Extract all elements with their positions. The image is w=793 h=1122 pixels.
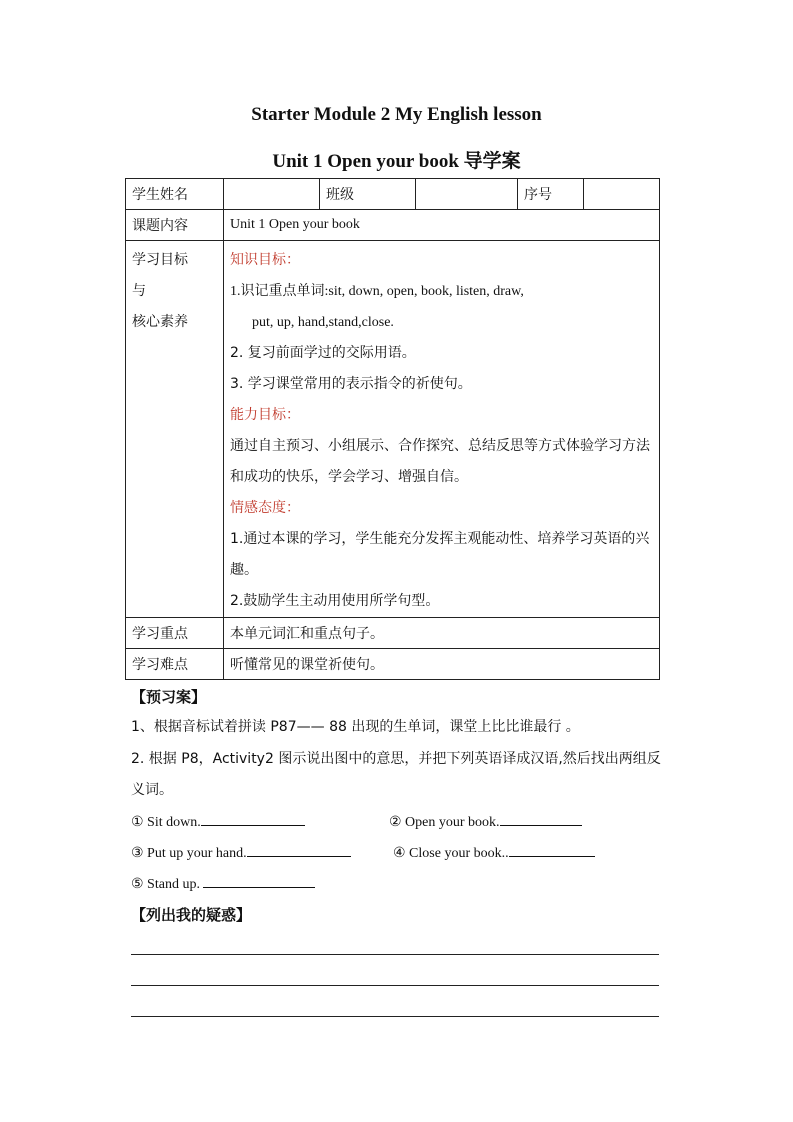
answer-blank[interactable] bbox=[247, 844, 351, 857]
ability-heading: 能力目标： bbox=[230, 407, 300, 423]
class-label: 班级 bbox=[320, 179, 416, 210]
goals-row bbox=[126, 241, 660, 618]
phrase-5 bbox=[131, 875, 315, 893]
document-subtitle: Unit 1 Open your book 导学案 bbox=[272, 151, 521, 172]
doubts-heading: 【列出我的疑惑】 bbox=[131, 906, 252, 924]
emotion-heading: 情感态度： bbox=[230, 500, 300, 516]
answer-blank[interactable] bbox=[203, 875, 315, 888]
student-info-row bbox=[126, 179, 660, 210]
goals-label-line: 核心素养 bbox=[132, 314, 188, 330]
knowledge-item-3: 3. 学习课堂常用的表示指令的祈使句。 bbox=[230, 376, 472, 392]
difficulties-row bbox=[126, 649, 660, 680]
answer-blank[interactable] bbox=[201, 813, 305, 826]
key-points-label: 学习重点 bbox=[126, 618, 224, 649]
phrase-text: ⑤ Stand up. bbox=[131, 877, 200, 892]
phrase-2 bbox=[389, 813, 582, 831]
name-label: 学生姓名 bbox=[126, 179, 224, 210]
topic-row bbox=[126, 210, 660, 241]
phrase-3 bbox=[131, 844, 351, 862]
phrase-text: ④ Close your book.. bbox=[393, 846, 509, 861]
preview-item-2: 2. 根据 P8，Activity2 图示说出图中的意思，并把下列英语译成汉语,然后找出两组反义词。 bbox=[131, 751, 661, 798]
difficulties-value: 听懂常见的课堂祈使句。 bbox=[224, 649, 660, 680]
topic-value: Unit 1 Open your book bbox=[224, 210, 660, 241]
class-field[interactable] bbox=[416, 179, 518, 210]
info-table bbox=[125, 178, 660, 680]
document-title: Starter Module 2 My English lesson bbox=[251, 104, 542, 125]
answer-blank[interactable] bbox=[509, 844, 595, 857]
phrase-text: ③ Put up your hand. bbox=[131, 846, 247, 861]
name-field[interactable] bbox=[224, 179, 320, 210]
difficulties-label: 学习难点 bbox=[126, 649, 224, 680]
knowledge-heading: 知识目标： bbox=[230, 252, 300, 268]
knowledge-item-1-continued: put, up, hand,stand,close. bbox=[252, 315, 394, 330]
emotion-item-1: 1.通过本课的学习，学生能充分发挥主观能动性、培养学习英语的兴趣。 bbox=[230, 531, 650, 578]
goals-label-line: 与 bbox=[132, 283, 146, 299]
doubt-answer-line[interactable] bbox=[131, 954, 659, 955]
key-points-value: 本单元词汇和重点句子。 bbox=[224, 618, 660, 649]
phrase-1 bbox=[131, 813, 305, 831]
phrase-4 bbox=[393, 844, 595, 862]
doubt-answer-line[interactable] bbox=[131, 1016, 659, 1017]
doubt-answer-line[interactable] bbox=[131, 985, 659, 986]
key-points-row bbox=[126, 618, 660, 649]
emotion-item-2: 2.鼓励学生主动用使用所学句型。 bbox=[230, 593, 440, 609]
answer-blank[interactable] bbox=[500, 813, 582, 826]
goals-label-line: 学习目标 bbox=[132, 252, 188, 268]
topic-label: 课题内容 bbox=[126, 210, 224, 241]
seat-field[interactable] bbox=[584, 179, 660, 210]
preview-item-1: 1、根据音标试着拼读 P87—— 88 出现的生单词，课堂上比比谁最行 。 bbox=[131, 719, 580, 735]
goals-content bbox=[224, 241, 660, 618]
knowledge-item-2: 2. 复习前面学过的交际用语。 bbox=[230, 345, 416, 361]
knowledge-item-1: 1.识记重点单词:sit, down, open, book, listen, draw, bbox=[230, 284, 524, 299]
phrase-text: ① Sit down. bbox=[131, 815, 201, 830]
phrase-text: ② Open your book. bbox=[389, 815, 500, 830]
ability-text: 通过自主预习、小组展示、合作探究、总结反思等方式体验学习方法和成功的快乐，学会学习、增强自信。 bbox=[230, 438, 650, 485]
goals-label bbox=[126, 241, 224, 618]
seat-label: 序号 bbox=[518, 179, 584, 210]
preview-heading: 【预习案】 bbox=[131, 688, 207, 706]
